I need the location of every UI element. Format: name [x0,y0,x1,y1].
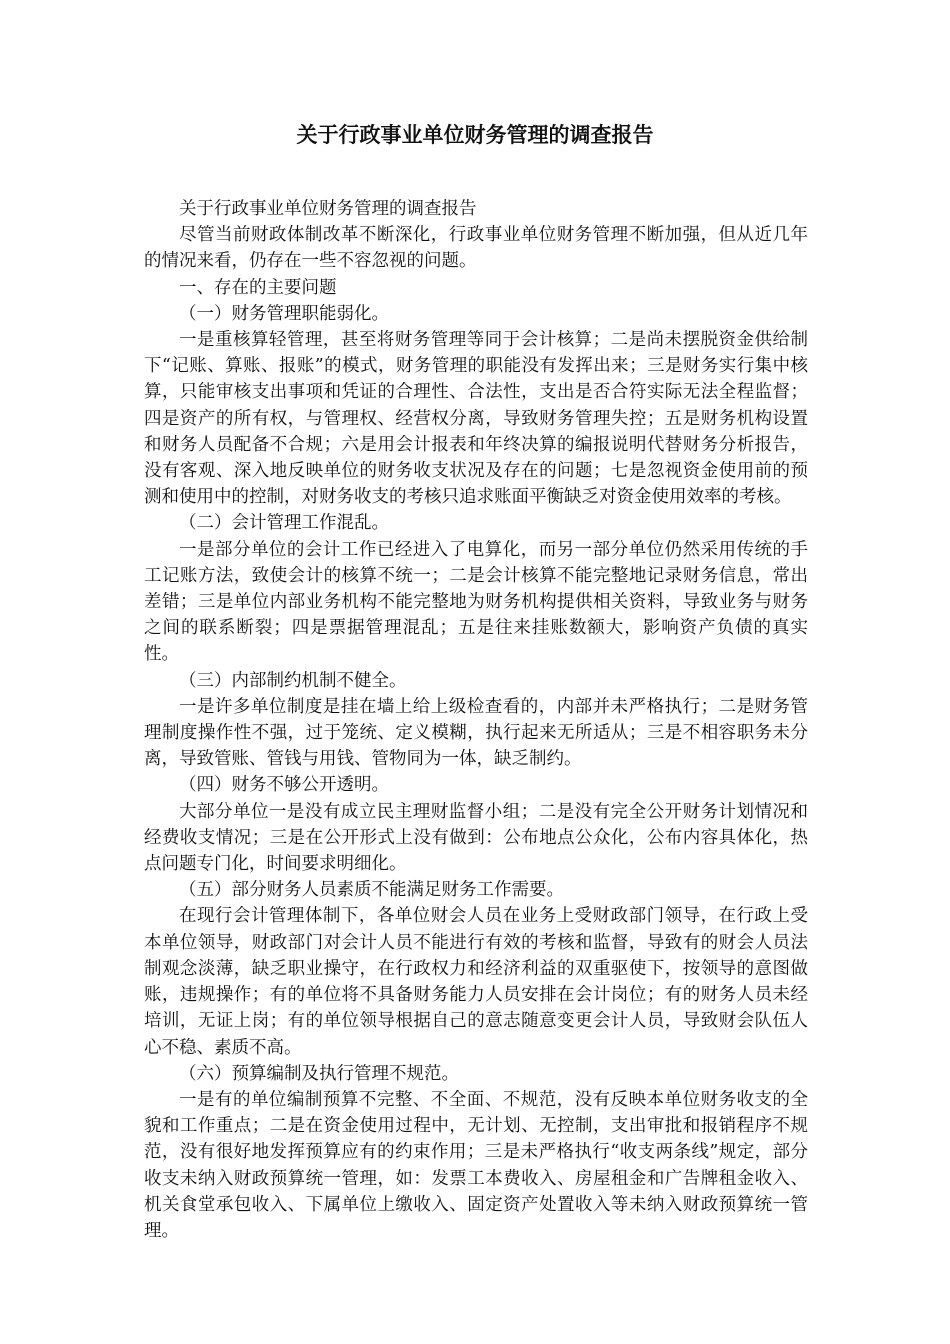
paragraph-intro: 尽管当前财政体制改革不断深化，行政事业单位财务管理不断加强，但从近几年的情况来看，仍存在一些不容忽视的问题。 [144,225,808,272]
paragraph-6: 一是有的单位编制预算不完整、不全面、不规范，没有反映本单位财务收支的全貌和工作重点；二是在资金使用过程中，无计划、无控制，支出审批和报销程序不规范，没有很好地发挥预算应有的约束作用；三是未严格执行“收支两条线”规定，部分收支未纳入财政预算统一管理，如：发票工本费收入、房屋租金和广告牌租金收入、机关食堂承包收入、下属单位上缴收入、固定资产处置收入等未纳入财政预算统一管理。 [144,1089,808,1241]
subheading-6: （六）预算编制及执行管理不规范。 [179,1063,459,1084]
paragraph-2: 一是部分单位的会计工作已经进入了电算化，而另一部分单位仍然采用传统的手工记账方法，致使会计的核算不统一；二是会计核算不能完整地记录财务信息，常出差错；三是单位内部业务机构不能完整地为财务机构提供相关资料，导致业务与财务之间的联系断裂；四是票据管理混乱；五是往来挂账数额大，影响资产负债的真实性。 [144,539,808,665]
subheading-2: （二）会计管理工作混乱。 [179,513,389,534]
paragraph-5: 在现行会计管理体制下，各单位财会人员在业务上受财政部门领导，在行政上受本单位领导，财政部门对会计人员不能进行有效的考核和监督，导致有的财会人员法制观念淡薄，缺乏职业操守，在行政权力和经济利益的双重驱使下，按领导的意图做账，违规操作；有的单位将不具备财务能力人员安排在会计岗位；有的财务人员未经培训，无证上岗；有的单位领导根据自己的意志随意变更会计人员，导致财会队伍人心不稳、素质不高。 [144,906,808,1058]
subheading-4: （四）财务不够公开透明。 [179,775,389,796]
paragraph-1: 一是重核算轻管理，甚至将财务管理等同于会计核算；二是尚未摆脱资金供给制下“记账、算账、报账”的模式，财务管理的职能没有发挥出来；三是财务实行集中核算，只能审核支出事项和凭证的合理性、合法性，支出是否合符实际无法全程监督；四是资产的所有权，与管理权、经营权分离，导致财务管理失控；五是财务机构设置和财务人员配备不合规；六是用会计报表和年终决算的编报说明代替财务分析报告，没有客观、深入地反映单位的财务收支状况及存在的问题；七是忽视资金使用前的预测和使用中的控制，对财务收支的考核只追求账面平衡缺乏对资金使用效率的考核。 [144,330,808,508]
paragraph-4: 大部分单位一是没有成立民主理财监督小组；二是没有完全公开财务计划情况和经费收支情况；三是在公开形式上没有做到：公布地点公众化，公布内容具体化，热点问题专门化，时间要求明细化。 [144,801,808,875]
section-heading-main-problems: 一、存在的主要问题 [179,277,337,298]
paragraph-3: 一是许多单位制度是挂在墙上给上级检查看的，内部并未严格执行；二是财务管理制度操作性不强，过于笼统、定义模糊，执行起来无所适从；三是不相容职务未分离，导致管账、管钱与用钱、管物同为一体，缺乏制约。 [144,696,808,770]
paragraph-repeated-title: 关于行政事业单位财务管理的调查报告 [179,199,477,219]
subheading-3: （三）内部制约机制不健全。 [179,670,407,691]
subheading-5: （五）部分财务人员素质不能满足财务工作需要。 [179,880,564,901]
document-body [144,196,808,1244]
document-title: 关于行政事业单位财务管理的调查报告 [296,122,654,147]
subheading-1: （一）财务管理职能弱化。 [179,303,389,324]
